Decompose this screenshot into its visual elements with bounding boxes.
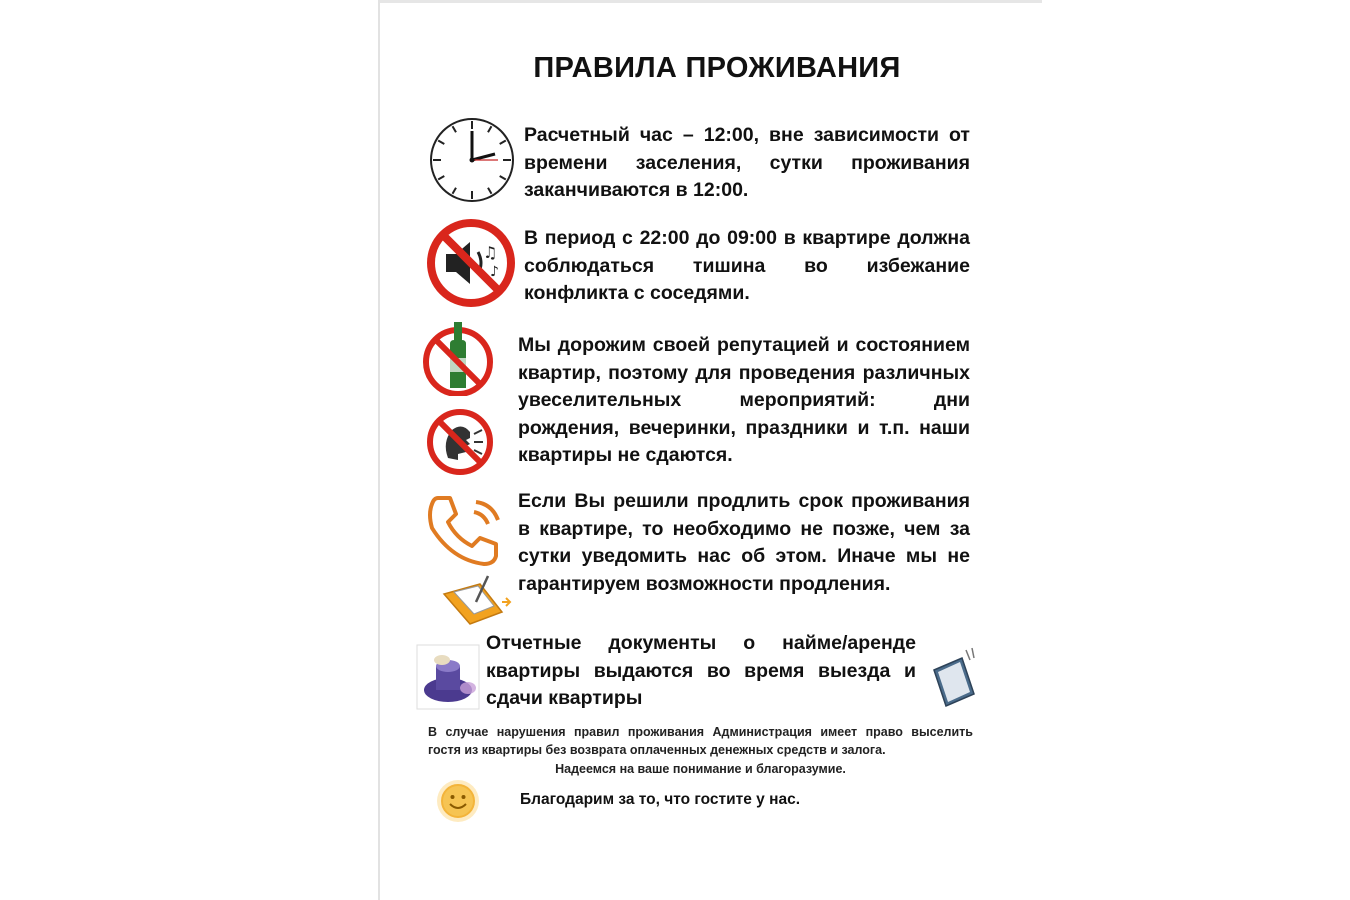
page-edge [378,0,380,900]
smiley-icon [434,778,482,824]
notice-line: В случае нарушения правил проживания Администрация имеет право выселить [428,725,973,739]
phone-icon [424,494,508,570]
thanks-text: Благодарим за то, что гостите у нас. [520,791,801,808]
stamp-icon [416,644,480,710]
folder-pen-icon [440,572,514,630]
no-music-icon [426,218,516,308]
rule-text: Отчетные документы о найме/аренде квартиры выдаются во время выезда и сдачи квартиры [486,632,916,709]
notebook-icon [928,646,980,712]
rule-text: Расчетный час – 12:00, вне зависимости от времени заселения, сутки проживания заканчиваются в 12:00. [524,124,970,201]
page-title: ПРАВИЛА ПРОЖИВАНИЯ [533,52,901,84]
clock-icon [428,116,516,204]
svg-text:♪: ♪ [490,264,499,280]
notice-line: Надеемся на ваше понимание и благоразумие. [555,762,846,776]
no-alcohol-icon [420,320,496,396]
notice-line: гостя из квартиры без возврата оплаченных денежных средств и залога. [428,743,886,757]
no-shouting-icon [424,408,496,476]
rule-text: В период с 22:00 до 09:00 в квартире должна соблюдаться тишина во избежание конфликта с соседями. [524,227,970,304]
page-edge [378,0,1042,3]
svg-text:♫: ♫ [483,243,498,262]
rule-text: Мы дорожим своей репутацией и состоянием квартир, поэтому для проведения различных увеселительных мероприятий: дни рождения, вечеринки, праздники и т.п. наши квартиры не сдаются. [518,334,970,466]
rule-text: Если Вы решили продлить срок проживания в квартире, то необходимо не позже, чем за сутки уведомить нас об этом. Иначе мы не гарантируем возможности продления. [518,490,970,595]
